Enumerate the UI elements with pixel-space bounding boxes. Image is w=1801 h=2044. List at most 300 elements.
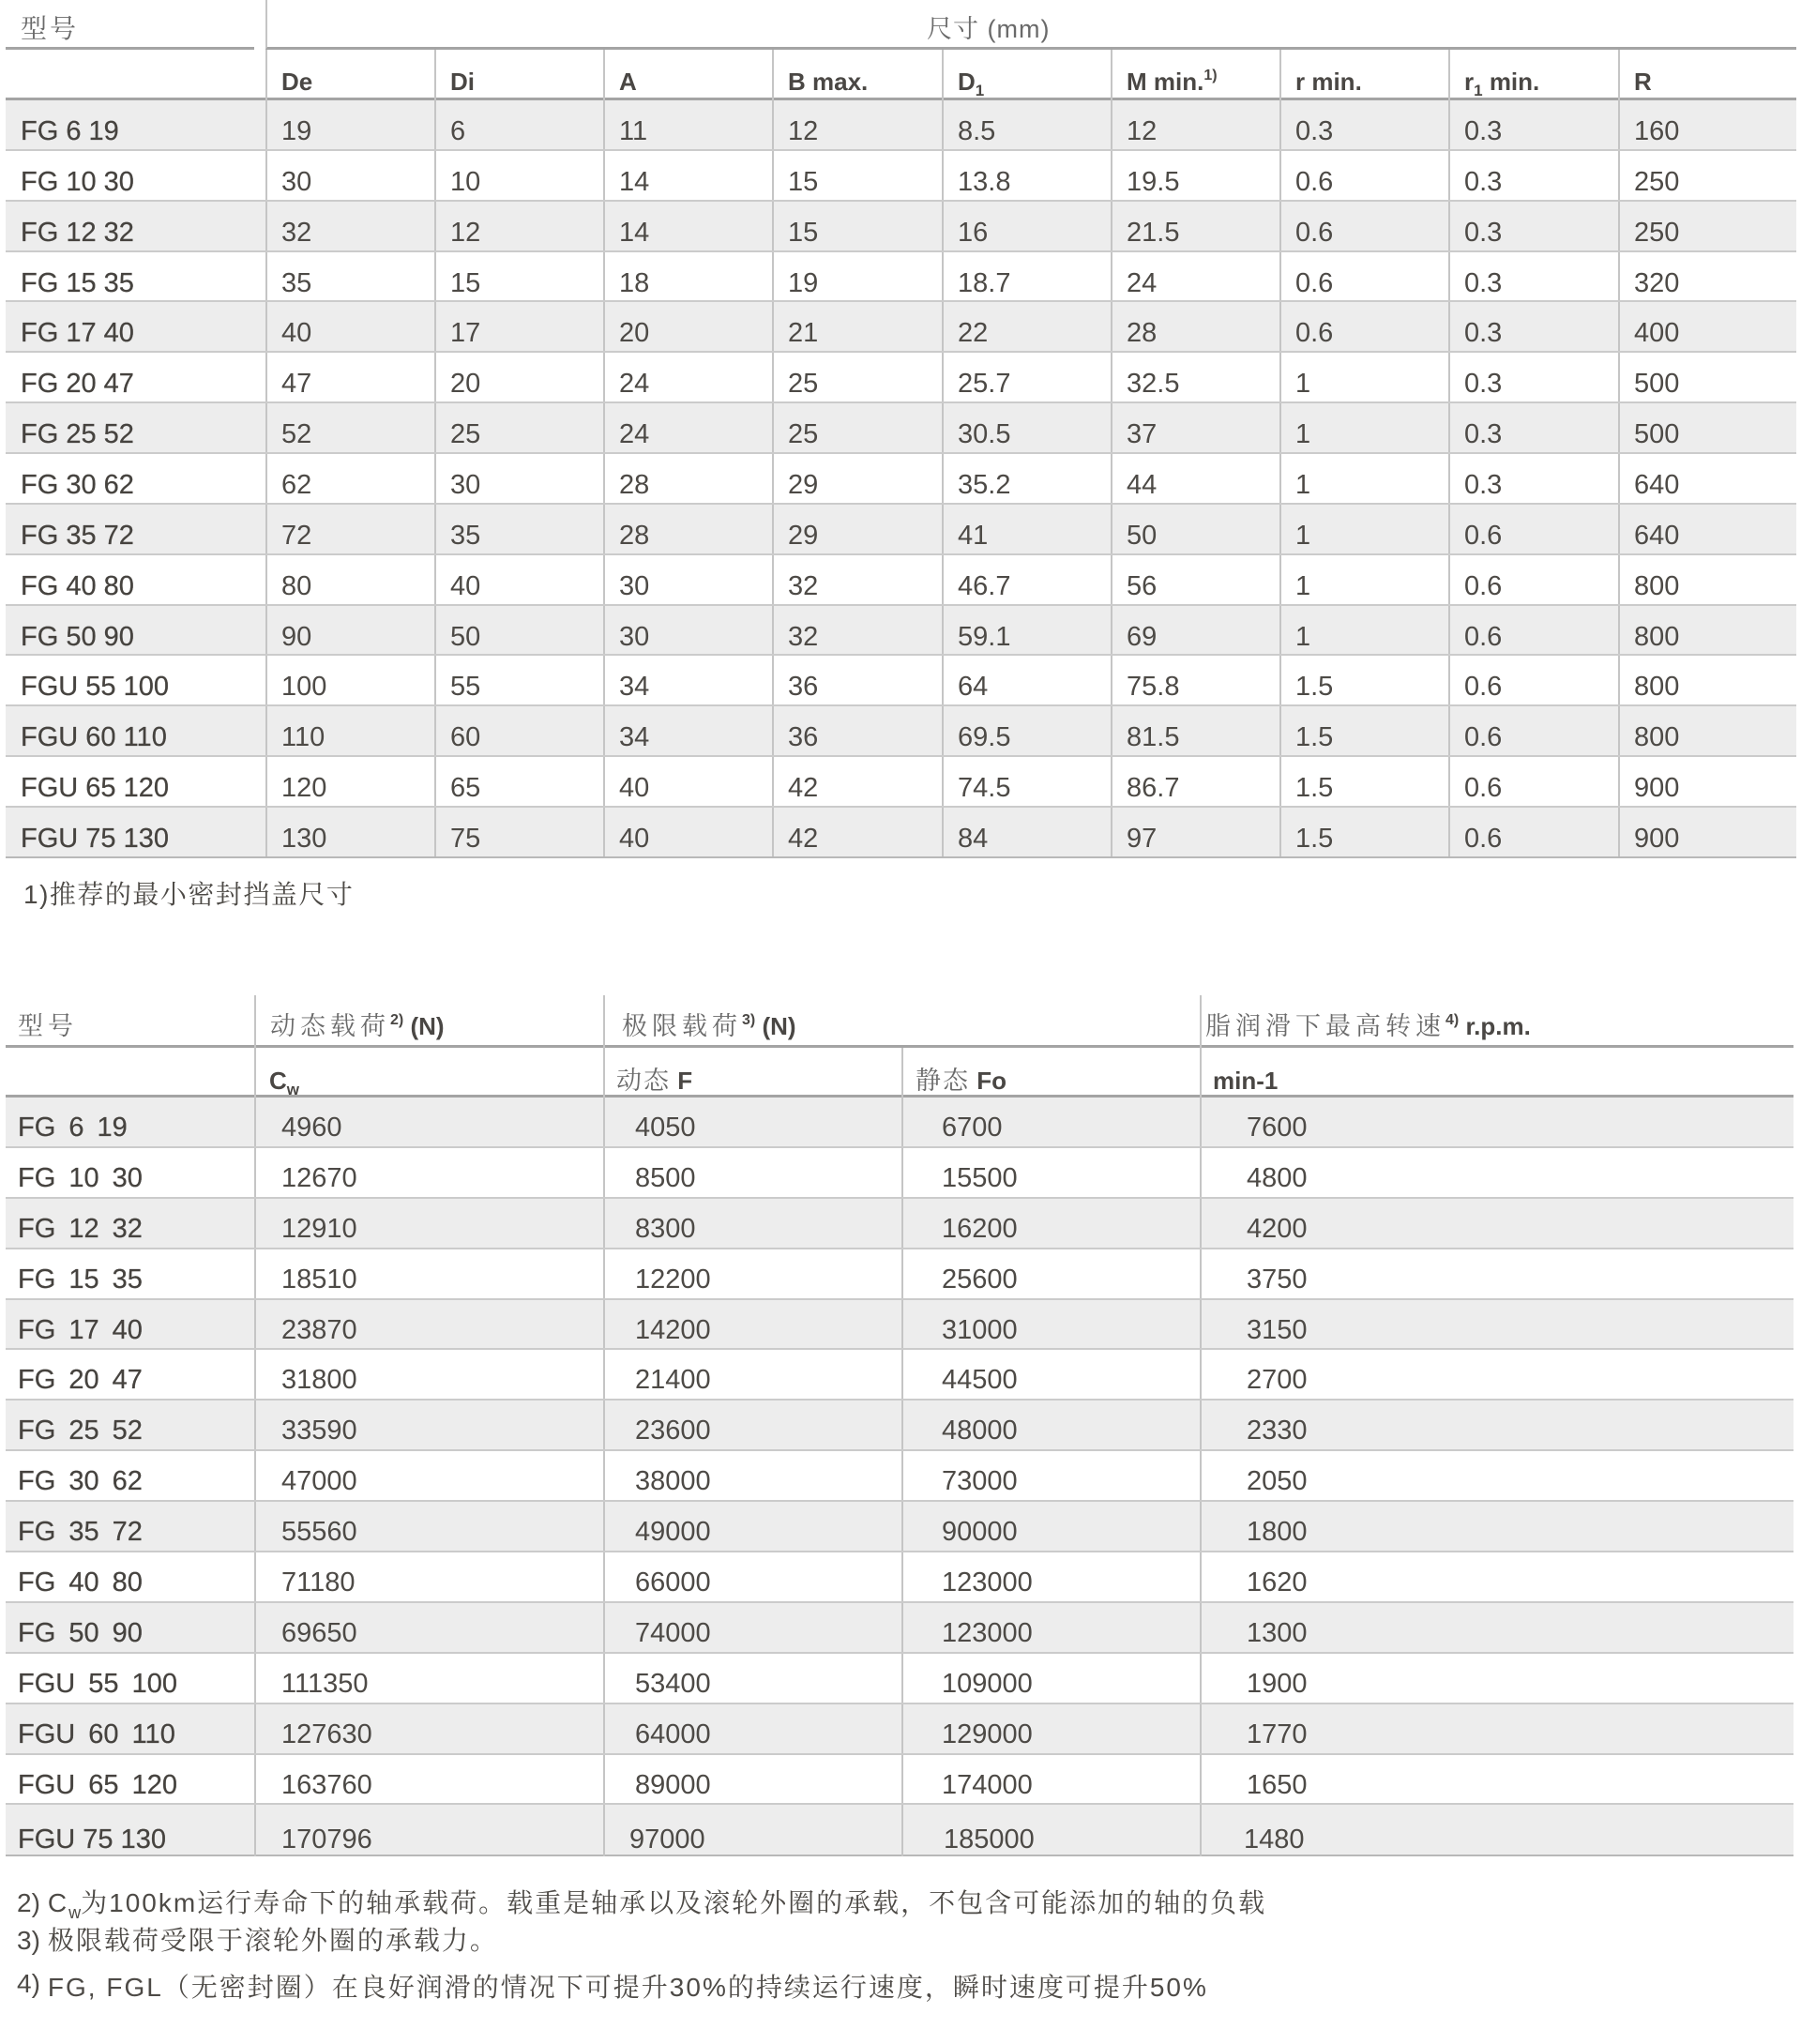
cell-model: FG 10 30 — [21, 166, 134, 197]
dimensions-table-group-header — [6, 0, 1796, 50]
fo-symbol: Fo — [970, 1067, 1006, 1095]
table-row — [6, 555, 1796, 606]
cell-a: 30 — [603, 606, 772, 655]
column-header-label: B max. — [788, 68, 869, 96]
cell-f-dynamic: 89000 — [603, 1755, 901, 1804]
cell-fo-static: 123000 — [901, 1603, 1200, 1652]
cell-di: 40 — [434, 555, 603, 604]
cell-r1-min: 0.3 — [1448, 151, 1618, 200]
footnote-ref-superscript: 3) — [742, 1012, 756, 1028]
column-header-label: M min. — [1127, 68, 1204, 96]
cell-f-dynamic: 53400 — [603, 1654, 901, 1703]
cell-b-max: 29 — [772, 505, 942, 553]
load-table-body — [6, 1098, 1793, 1856]
cell-cw: 55560 — [254, 1502, 603, 1551]
cell-de: 47 — [265, 353, 434, 401]
cell-b-max: 29 — [772, 454, 942, 503]
cell-a: 11 — [603, 100, 772, 149]
column-header-r-min — [1279, 50, 1448, 103]
cell-d1: 46.7 — [942, 555, 1111, 604]
cell-di: 50 — [434, 606, 603, 655]
cell-r: 800 — [1618, 706, 1796, 755]
cell-fo-static: 185000 — [901, 1805, 1200, 1856]
load-table-group-header — [6, 995, 1793, 1048]
cell-r1-min: 0.6 — [1448, 505, 1618, 553]
load-table-subheader — [6, 1048, 1793, 1098]
cell-m-min: 75.8 — [1111, 656, 1279, 704]
cell-r1-min: 0.6 — [1448, 656, 1618, 704]
cell-m-min: 12 — [1111, 100, 1279, 149]
cell-f-dynamic: 74000 — [603, 1603, 901, 1652]
cell-di: 60 — [434, 706, 603, 755]
cell-r: 160 — [1618, 100, 1796, 149]
cell-f-dynamic: 64000 — [603, 1704, 901, 1753]
cell-a: 34 — [603, 706, 772, 755]
cell-max-speed: 2050 — [1200, 1451, 1793, 1500]
cell-a: 28 — [603, 505, 772, 553]
cell-model: FG 35 72 — [21, 520, 134, 551]
cell-a: 34 — [603, 656, 772, 704]
cell-de: 72 — [265, 505, 434, 553]
footnote-symbol: C — [47, 1888, 69, 1917]
cell-model: FGU 60 110 — [18, 1718, 175, 1749]
cell-b-max: 36 — [772, 706, 942, 755]
cell-cw: 111350 — [254, 1654, 603, 1703]
cell-de: 32 — [265, 202, 434, 250]
cell-fo-static: 6700 — [901, 1098, 1200, 1146]
cell-r-min: 0.6 — [1279, 252, 1448, 301]
column-header-label: De — [281, 68, 313, 96]
cell-fo-static: 15500 — [901, 1148, 1200, 1197]
cell-model: FGU 75 130 — [21, 824, 169, 855]
cell-b-max: 19 — [772, 252, 942, 301]
cell-b-max: 42 — [772, 808, 942, 856]
cell-d1: 18.7 — [942, 252, 1111, 301]
cell-model: FG 25 52 — [18, 1416, 143, 1446]
cell-m-min: 69 — [1111, 606, 1279, 655]
load-speed-table — [6, 995, 1793, 1856]
cell-m-min: 37 — [1111, 403, 1279, 452]
cell-de: 35 — [265, 252, 434, 301]
cell-model: FG 17 40 — [21, 318, 134, 349]
cell-fo-static: 123000 — [901, 1552, 1200, 1601]
cell-r: 900 — [1618, 808, 1796, 856]
table-row — [6, 1401, 1793, 1451]
cell-model: FG 12 32 — [18, 1213, 143, 1244]
cell-r-min: 1 — [1279, 353, 1448, 401]
cell-f-dynamic: 12200 — [603, 1249, 901, 1298]
cell-di: 6 — [434, 100, 603, 149]
cell-de: 40 — [265, 302, 434, 351]
column-header-m-min — [1111, 50, 1279, 103]
subheader-f-dynamic — [603, 1048, 901, 1102]
cell-r: 320 — [1618, 252, 1796, 301]
subheader-speed-unit — [1200, 1048, 1793, 1102]
cell-cw: 127630 — [254, 1704, 603, 1753]
footnote-text: 为100km运行寿命下的轴承载荷。载重是轴承以及滚轮外圈的承载，不包含可能添加的轴的负载 — [81, 1888, 1267, 1917]
cell-max-speed: 2700 — [1200, 1350, 1793, 1399]
cell-cw: 69650 — [254, 1603, 603, 1652]
subscript: w — [286, 1081, 300, 1098]
cell-de: 19 — [265, 100, 434, 149]
cell-f-dynamic: 14200 — [603, 1300, 901, 1349]
cell-di: 17 — [434, 302, 603, 351]
cell-r1-min: 0.3 — [1448, 454, 1618, 503]
table-row — [6, 1755, 1793, 1806]
cell-m-min: 50 — [1111, 505, 1279, 553]
cell-fo-static: 90000 — [901, 1502, 1200, 1551]
column-header-r — [1618, 50, 1796, 103]
cell-d1: 59.1 — [942, 606, 1111, 655]
cell-di: 20 — [434, 353, 603, 401]
cell-d1: 13.8 — [942, 151, 1111, 200]
cell-fo-static: 48000 — [901, 1401, 1200, 1449]
column-header-a — [603, 50, 772, 103]
table-row — [6, 1199, 1793, 1249]
cell-model: FGU 60 110 — [21, 722, 167, 753]
column-header-label: r — [1464, 68, 1475, 96]
cell-r-min: 1 — [1279, 606, 1448, 655]
cell-max-speed: 1900 — [1200, 1654, 1793, 1703]
cell-m-min: 19.5 — [1111, 151, 1279, 200]
cell-d1: 30.5 — [942, 403, 1111, 452]
cell-r-min: 1.5 — [1279, 808, 1448, 856]
cell-r1-min: 0.6 — [1448, 757, 1618, 806]
cell-a: 28 — [603, 454, 772, 503]
subheader-model-empty — [6, 1048, 254, 1102]
cell-r1-min: 0.3 — [1448, 202, 1618, 250]
cell-di: 10 — [434, 151, 603, 200]
table-row — [6, 353, 1796, 403]
cell-d1: 25.7 — [942, 353, 1111, 401]
table-row — [6, 1098, 1793, 1148]
cell-model: FG 30 62 — [21, 470, 134, 501]
cell-b-max: 25 — [772, 403, 942, 452]
f-symbol: F — [671, 1067, 693, 1095]
model-header: 型号 — [18, 1012, 78, 1040]
dimensions-group-header: 尺寸 (mm) — [265, 0, 1796, 50]
cell-r: 500 — [1618, 403, 1796, 452]
cell-f-dynamic: 49000 — [603, 1502, 901, 1551]
dimensions-table — [6, 0, 1796, 858]
cell-fo-static: 129000 — [901, 1704, 1200, 1753]
f-dynamic-label: 动态 — [616, 1067, 671, 1095]
unit-label: r.p.m. — [1459, 1012, 1531, 1040]
cell-fo-static: 174000 — [901, 1755, 1200, 1804]
cell-d1: 69.5 — [942, 706, 1111, 755]
cell-di: 25 — [434, 403, 603, 452]
table-row — [6, 302, 1796, 353]
cell-m-min: 32.5 — [1111, 353, 1279, 401]
cell-model: FG 50 90 — [21, 621, 134, 652]
cell-fo-static: 31000 — [901, 1300, 1200, 1349]
footnote-marker: 2) — [17, 1888, 40, 1917]
subscript: w — [68, 1903, 82, 1922]
limit-load-header — [603, 995, 1200, 1048]
cell-r: 800 — [1618, 555, 1796, 604]
cell-di: 55 — [434, 656, 603, 704]
column-header-di — [434, 50, 603, 103]
cell-max-speed: 1770 — [1200, 1704, 1793, 1753]
cell-model: FG 20 47 — [18, 1365, 143, 1396]
cell-de: 30 — [265, 151, 434, 200]
dynamic-load-label: 动态载荷 — [270, 1012, 390, 1040]
cell-a: 18 — [603, 252, 772, 301]
cell-d1: 16 — [942, 202, 1111, 250]
cell-m-min: 28 — [1111, 302, 1279, 351]
cell-fo-static: 73000 — [901, 1451, 1200, 1500]
cell-model: FG 25 52 — [21, 419, 134, 450]
cell-b-max: 36 — [772, 656, 942, 704]
cell-model: FG 40 80 — [18, 1567, 143, 1598]
table-row — [6, 1805, 1793, 1856]
cell-de: 130 — [265, 808, 434, 856]
cell-cw: 71180 — [254, 1552, 603, 1601]
table-row — [6, 1502, 1793, 1552]
cell-a: 24 — [603, 403, 772, 452]
table-row — [6, 1249, 1793, 1300]
cell-max-speed: 1300 — [1200, 1603, 1793, 1652]
cell-b-max: 25 — [772, 353, 942, 401]
cell-d1: 35.2 — [942, 454, 1111, 503]
cell-r-min: 1.5 — [1279, 706, 1448, 755]
cell-r1-min: 0.6 — [1448, 555, 1618, 604]
column-header-label: Di — [450, 68, 475, 96]
cell-f-dynamic: 23600 — [603, 1401, 901, 1449]
table-row — [6, 757, 1796, 808]
cell-de: 52 — [265, 403, 434, 452]
cell-cw: 4960 — [254, 1098, 603, 1146]
table-row — [6, 505, 1796, 555]
footnote-ref-superscript: 2) — [390, 1012, 404, 1028]
cell-cw: 12670 — [254, 1148, 603, 1197]
cell-cw: 18510 — [254, 1249, 603, 1298]
cell-de: 80 — [265, 555, 434, 604]
dimensions-column-header-row — [6, 50, 1796, 100]
cell-fo-static: 16200 — [901, 1199, 1200, 1248]
cell-cw: 12910 — [254, 1199, 603, 1248]
footnote-3 — [17, 1922, 498, 1960]
cell-model: FG 17 40 — [18, 1314, 143, 1345]
cell-max-speed: 1650 — [1200, 1755, 1793, 1804]
cell-m-min: 86.7 — [1111, 757, 1279, 806]
cell-a: 20 — [603, 302, 772, 351]
cell-r1-min: 0.6 — [1448, 808, 1618, 856]
table-row — [6, 202, 1796, 252]
column-header-r1-min — [1448, 50, 1618, 103]
cell-r-min: 1 — [1279, 505, 1448, 553]
cell-di: 15 — [434, 252, 603, 301]
cell-a: 40 — [603, 757, 772, 806]
cell-max-speed: 4800 — [1200, 1148, 1793, 1197]
cell-r1-min: 0.3 — [1448, 353, 1618, 401]
cell-b-max: 12 — [772, 100, 942, 149]
cell-r-min: 1.5 — [1279, 757, 1448, 806]
table-row — [6, 1654, 1793, 1704]
cell-r1-min: 0.3 — [1448, 252, 1618, 301]
table-row — [6, 706, 1796, 757]
cell-cw: 163760 — [254, 1755, 603, 1804]
cell-r: 400 — [1618, 302, 1796, 351]
cell-di: 75 — [434, 808, 603, 856]
cell-b-max: 42 — [772, 757, 942, 806]
cell-r-min: 1 — [1279, 555, 1448, 604]
cell-fo-static: 25600 — [901, 1249, 1200, 1298]
dynamic-load-header — [254, 995, 603, 1048]
fo-static-label: 静态 — [916, 1067, 970, 1095]
cell-r-min: 1 — [1279, 454, 1448, 503]
cell-m-min: 21.5 — [1111, 202, 1279, 250]
footnote-marker: 3) — [17, 1926, 40, 1955]
cell-f-dynamic: 66000 — [603, 1552, 901, 1601]
column-header-label: r min. — [1295, 68, 1362, 96]
footnote-marker: 4) — [17, 1969, 40, 1998]
cell-model: FG 15 35 — [18, 1264, 143, 1295]
column-header-b-max — [772, 50, 942, 103]
column-header-de — [265, 50, 434, 103]
table-row — [6, 1148, 1793, 1199]
column-header-d1 — [942, 50, 1111, 103]
table-row — [6, 1451, 1793, 1502]
cell-d1: 84 — [942, 808, 1111, 856]
cell-max-speed: 3750 — [1200, 1249, 1793, 1298]
cell-a: 24 — [603, 353, 772, 401]
footnote-2 — [17, 1885, 1266, 1925]
cell-model: FG 50 90 — [18, 1617, 143, 1648]
cell-r-min: 0.6 — [1279, 202, 1448, 250]
cell-de: 120 — [265, 757, 434, 806]
cell-m-min: 24 — [1111, 252, 1279, 301]
model-header: 型号 — [6, 0, 254, 50]
cell-model: FG 20 47 — [21, 369, 134, 400]
column-header-label: R — [1634, 68, 1652, 96]
cell-r1-min: 0.6 — [1448, 606, 1618, 655]
cell-d1: 64 — [942, 656, 1111, 704]
cell-max-speed: 3150 — [1200, 1300, 1793, 1349]
cell-r1-min: 0.3 — [1448, 100, 1618, 149]
table-row — [6, 1350, 1793, 1401]
cell-r-min: 0.6 — [1279, 151, 1448, 200]
cell-b-max: 15 — [772, 151, 942, 200]
cell-d1: 41 — [942, 505, 1111, 553]
cell-b-max: 32 — [772, 606, 942, 655]
column-header-label: A — [619, 68, 637, 96]
cell-max-speed: 1480 — [1200, 1805, 1793, 1856]
cell-model: FGU 55 100 — [21, 672, 169, 703]
cell-di: 35 — [434, 505, 603, 553]
cell-r-min: 1.5 — [1279, 656, 1448, 704]
cell-cw: 47000 — [254, 1451, 603, 1500]
table-row — [6, 1552, 1793, 1603]
table1-footnote: 1)推荐的最小密封挡盖尺寸 — [23, 880, 355, 909]
table-row — [6, 1300, 1793, 1351]
header-gap — [254, 0, 265, 50]
cell-model: FGU 75 130 — [18, 1824, 166, 1855]
footnote-text: FG, FGL（无密封圈）在良好润滑的情况下可提升30%的持续运行速度，瞬时速度可提升50% — [47, 1973, 1208, 2002]
cell-max-speed: 1800 — [1200, 1502, 1793, 1551]
cell-f-dynamic: 8300 — [603, 1199, 901, 1248]
cell-de: 100 — [265, 656, 434, 704]
footnote-ref-superscript: 4) — [1445, 1012, 1460, 1028]
cell-cw: 33590 — [254, 1401, 603, 1449]
limit-load-label: 极限载荷 — [622, 1012, 742, 1040]
cell-r1-min: 0.6 — [1448, 706, 1618, 755]
subscript: 1 — [975, 82, 985, 99]
cell-b-max: 21 — [772, 302, 942, 351]
column-header-label: D — [958, 68, 976, 96]
cell-f-dynamic: 8500 — [603, 1148, 901, 1197]
cell-model: FGU 65 120 — [21, 773, 169, 804]
table-row — [6, 403, 1796, 454]
speed-unit-label: min-1 — [1213, 1067, 1279, 1095]
footnote-4 — [17, 1969, 1208, 2006]
cell-b-max: 32 — [772, 555, 942, 604]
cell-cw: 170796 — [254, 1805, 603, 1856]
cell-model: FG 6 19 — [21, 116, 119, 146]
table-row — [6, 454, 1796, 505]
cell-max-speed: 2330 — [1200, 1401, 1793, 1449]
cell-m-min: 81.5 — [1111, 706, 1279, 755]
cell-r: 800 — [1618, 606, 1796, 655]
cell-di: 65 — [434, 757, 603, 806]
cell-a: 14 — [603, 202, 772, 250]
cell-r: 640 — [1618, 505, 1796, 553]
cell-model: FG 40 80 — [21, 570, 134, 601]
dimensions-table-body — [6, 100, 1796, 858]
cell-r: 250 — [1618, 151, 1796, 200]
table-row — [6, 656, 1796, 706]
cell-r-min: 1 — [1279, 403, 1448, 452]
unit-label: (N) — [755, 1012, 796, 1040]
cell-a: 14 — [603, 151, 772, 200]
cell-fo-static: 109000 — [901, 1654, 1200, 1703]
cell-model: FG 10 30 — [18, 1162, 143, 1193]
cell-di: 30 — [434, 454, 603, 503]
table-row — [6, 606, 1796, 657]
cell-model: FG 6 19 — [18, 1113, 128, 1143]
cell-model: FGU 55 100 — [18, 1668, 177, 1699]
cell-m-min: 56 — [1111, 555, 1279, 604]
cell-b-max: 15 — [772, 202, 942, 250]
cell-f-dynamic: 38000 — [603, 1451, 901, 1500]
cell-cw: 31800 — [254, 1350, 603, 1399]
cell-r1-min: 0.3 — [1448, 302, 1618, 351]
max-speed-header — [1200, 995, 1793, 1048]
table-row — [6, 252, 1796, 303]
unit-label: (N) — [403, 1012, 445, 1040]
footnote-ref-superscript: 1) — [1203, 68, 1218, 83]
cell-di: 12 — [434, 202, 603, 250]
cell-r: 640 — [1618, 454, 1796, 503]
cell-f-dynamic: 4050 — [603, 1098, 901, 1146]
cell-max-speed: 1620 — [1200, 1552, 1793, 1601]
cell-r: 900 — [1618, 757, 1796, 806]
cell-r1-min: 0.3 — [1448, 403, 1618, 452]
cell-m-min: 44 — [1111, 454, 1279, 503]
cell-de: 90 — [265, 606, 434, 655]
cw-symbol: C — [269, 1067, 287, 1095]
cell-de: 62 — [265, 454, 434, 503]
cell-max-speed: 4200 — [1200, 1199, 1793, 1248]
table-row — [6, 1704, 1793, 1755]
table-row — [6, 151, 1796, 202]
cell-model: FG 12 32 — [21, 217, 134, 248]
cell-f-dynamic: 21400 — [603, 1350, 901, 1399]
cell-max-speed: 7600 — [1200, 1098, 1793, 1146]
table-row — [6, 100, 1796, 151]
subheader-fo-static — [901, 1048, 1200, 1102]
cell-a: 40 — [603, 808, 772, 856]
